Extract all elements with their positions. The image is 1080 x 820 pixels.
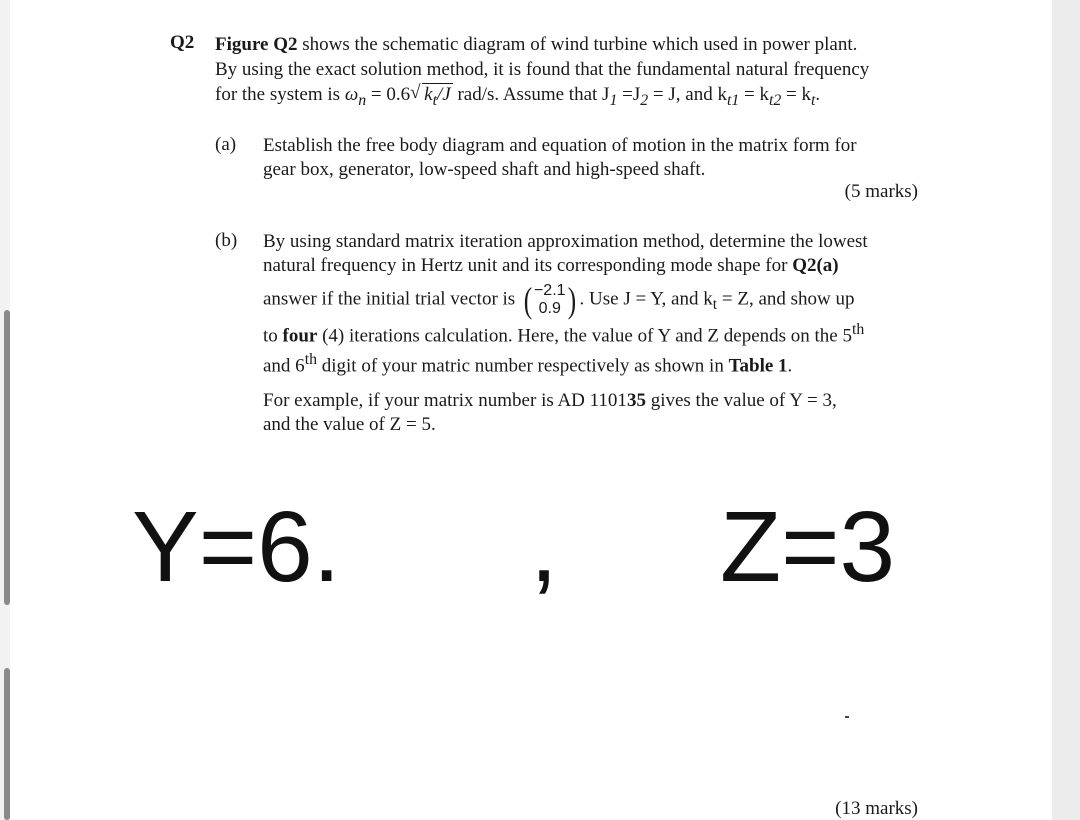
y-value-annotation: Y=6. [132, 491, 341, 603]
question-intro [215, 32, 920, 113]
example-text [263, 389, 920, 437]
example-line-1: For example, if your matrix number is AD 110135 gives the value of Y = 3, [263, 390, 837, 411]
part-b-line-3: answer if the initial trial vector is ( −2.1 0.9 ) . Use J = Y, and $k_t = Z$, and show up [263, 280, 855, 320]
left-scrollbar[interactable] [0, 0, 10, 820]
vector-bottom: 0.9 [538, 300, 561, 317]
part-b-text [263, 230, 920, 379]
part-b-line-4: to four (4) iterations calculation. Here, the value of Y and Z depends on the 5th [263, 321, 865, 347]
stray-mark [845, 716, 849, 718]
part-b-line-1: By using standard matrix iteration approximation method, determine the lowest [263, 231, 868, 252]
trial-vector: ( −2.1 0.9 ) [523, 280, 576, 320]
intro-line-2: By using the exact solution method, it is found that the fundamental natural frequency [215, 59, 870, 80]
scroll-thumb-lower[interactable] [4, 668, 10, 820]
part-a-marks: (5 marks) [844, 181, 918, 202]
part-a-text [263, 134, 920, 182]
part-a-line-1: Establish the free body diagram and equation of motion in the matrix form for [263, 135, 857, 156]
part-a-label: (a) [215, 134, 237, 155]
intro-line-1: Figure Q2 shows the schematic diagram of wind turbine which used in power plant. [215, 34, 858, 55]
part-b-line-5: and 6th digit of your matric number respectively as shown in Table 1. [263, 351, 793, 377]
scroll-thumb-upper[interactable] [4, 310, 10, 605]
part-b-label: (b) [215, 230, 238, 251]
part-b-line-2: natural frequency in Hertz unit and its corresponding mode shape for Q2(a) [263, 255, 839, 276]
question-number: Q2 [170, 32, 195, 53]
part-b-marks: (13 marks) [835, 798, 918, 819]
comma-annotation: , [530, 491, 558, 603]
z-value-annotation: Z=3 [720, 491, 896, 603]
example-line-2: and the value of Z = 5. [263, 414, 436, 435]
part-a-line-2: gear box, generator, low-speed shaft and high-speed shaft. [263, 159, 706, 180]
right-margin-panel [1052, 0, 1080, 820]
vector-top: −2.1 [533, 282, 566, 299]
intro-line-3: for the system is $\omega_n = 0.6√$ $k_t/J$ rad/s. Assume that $J_1 =J_2 = J$, and $k_{t1} = k_{t2} = k_t$. [215, 82, 920, 113]
sqrt-expression: √ $k_t/J$ [410, 82, 453, 113]
